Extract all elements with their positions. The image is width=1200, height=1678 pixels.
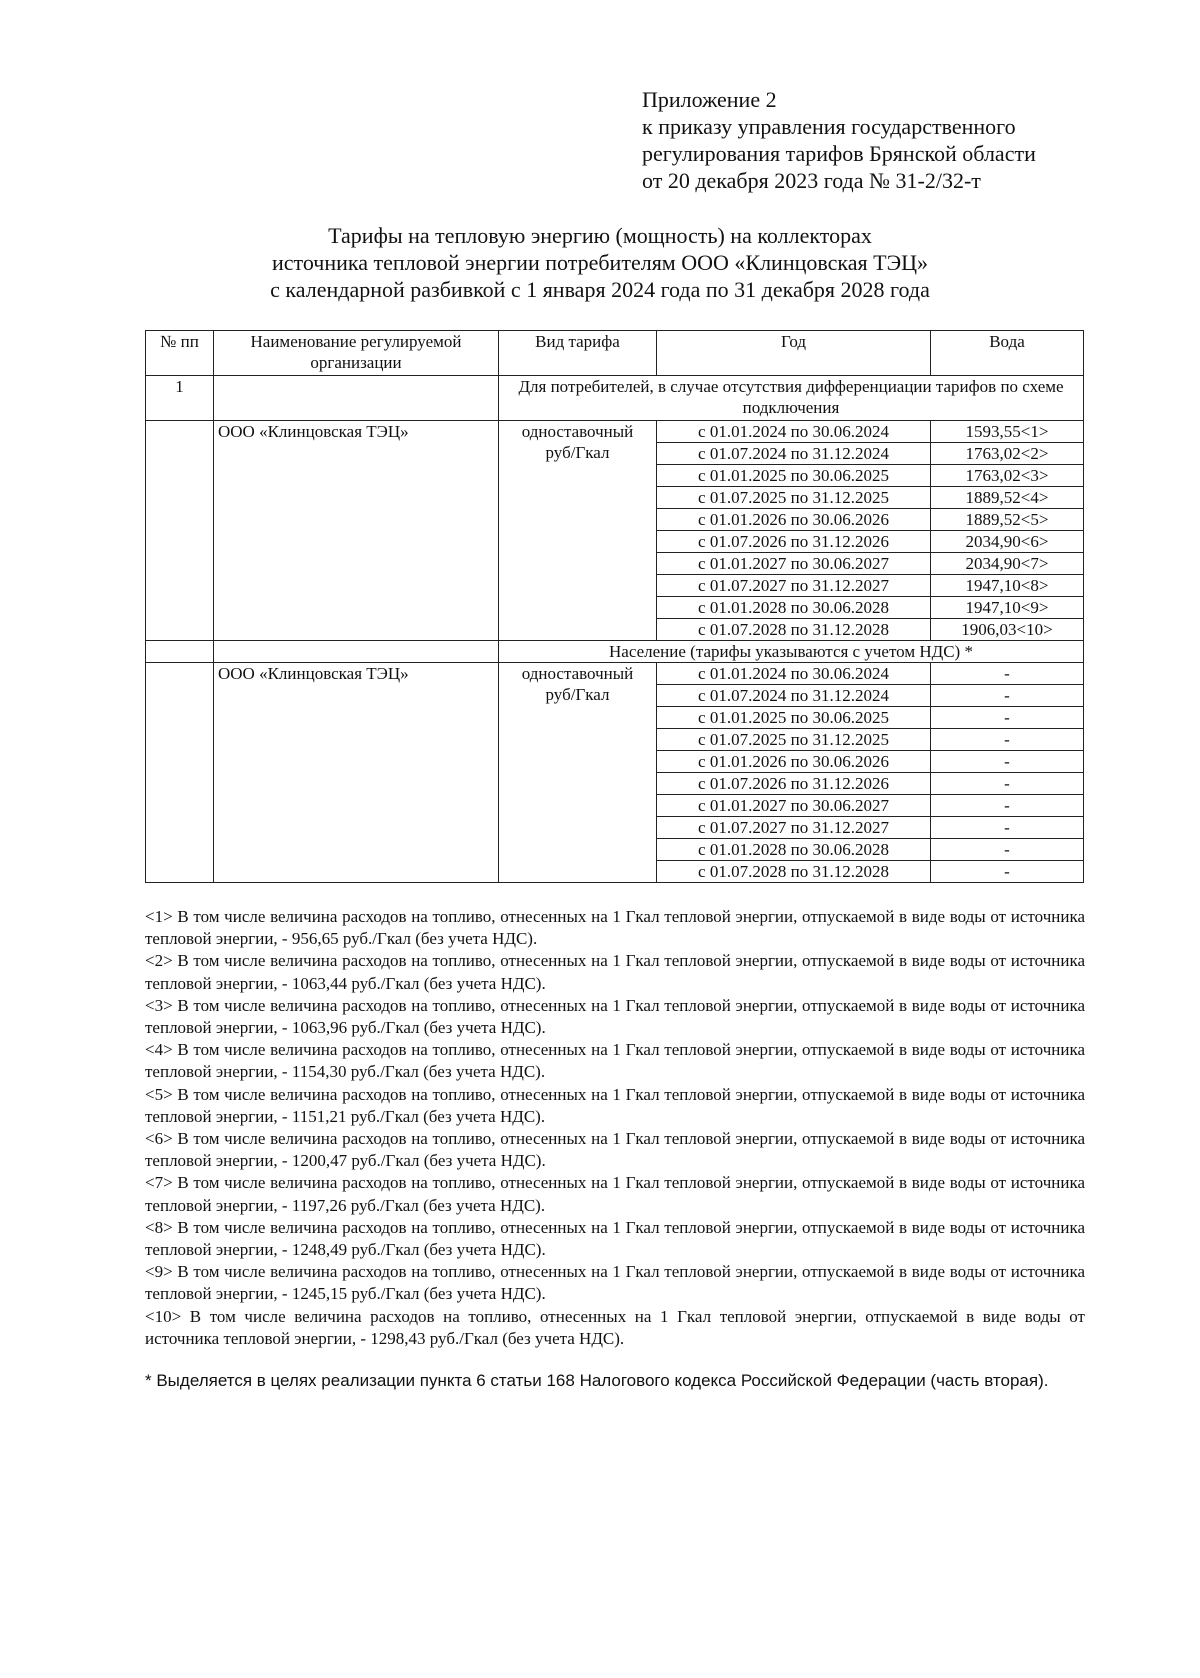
- appendix-line: Приложение 2: [642, 87, 777, 112]
- period-cell: с 01.01.2028 по 30.06.2028: [657, 839, 931, 861]
- footnote: <7> В том числе величина расходов на топливо, отнесенных на 1 Гкал тепловой энергии, отпускаемой в виде воды от источника тепловой энергии, - 1197,26 руб./Гкал (без учета НДС).: [145, 1173, 1085, 1215]
- water-value-cell: 1763,02<3>: [931, 465, 1084, 487]
- period-cell: с 01.01.2027 по 30.06.2027: [657, 795, 931, 817]
- period-cell: с 01.07.2025 по 31.12.2025: [657, 487, 931, 509]
- empty-cell: [146, 641, 214, 663]
- title-line: источника тепловой энергии потребителям ООО «Клинцовская ТЭЦ»: [272, 250, 928, 275]
- header-water: Вода: [931, 331, 1084, 376]
- footnote: <3> В том числе величина расходов на топливо, отнесенных на 1 Гкал тепловой энергии, отпускаемой в виде воды от источника тепловой энергии, - 1063,96 руб./Гкал (без учета НДС).: [145, 995, 1085, 1038]
- num-cell: [146, 663, 214, 883]
- water-value-cell: -: [931, 729, 1084, 751]
- empty-cell: [214, 641, 499, 663]
- table-body: [146, 376, 1084, 883]
- period-cell: с 01.01.2025 по 30.06.2025: [657, 707, 931, 729]
- section2-header-row: [146, 641, 1084, 663]
- num-cell: [146, 421, 214, 641]
- footnote: <1> В том числе величина расходов на топливо, отнесенных на 1 Гкал тепловой энергии, отпускаемой в виде воды от источника тепловой энергии, - 956,65 руб./Гкал (без учета НДС).: [145, 907, 1085, 949]
- appendix-header: [642, 86, 1036, 194]
- period-cell: с 01.07.2027 по 31.12.2027: [657, 575, 931, 597]
- header-org: Наименование регулируемой организации: [214, 331, 499, 376]
- tariff-type-cell: одноставочный руб/Гкал: [499, 663, 657, 883]
- period-cell: с 01.01.2025 по 30.06.2025: [657, 465, 931, 487]
- period-cell: с 01.01.2027 по 30.06.2027: [657, 553, 931, 575]
- period-cell: с 01.01.2028 по 30.06.2028: [657, 597, 931, 619]
- footnote: <4> В том числе величина расходов на топливо, отнесенных на 1 Гкал тепловой энергии, отпускаемой в виде воды от источника тепловой энергии, - 1154,30 руб./Гкал (без учета НДС).: [145, 1040, 1085, 1082]
- water-value-cell: 1947,10<8>: [931, 575, 1084, 597]
- header-year: Год: [657, 331, 931, 376]
- header-type: Вид тарифа: [499, 331, 657, 376]
- footnote: <5> В том числе величина расходов на топливо, отнесенных на 1 Гкал тепловой энергии, отпускаемой в виде воды от источника тепловой энергии, - 1151,21 руб./Гкал (без учета НДС).: [145, 1084, 1085, 1126]
- water-value-cell: -: [931, 839, 1084, 861]
- period-cell: с 01.07.2024 по 31.12.2024: [657, 685, 931, 707]
- water-value-cell: -: [931, 707, 1084, 729]
- period-cell: с 01.07.2026 по 31.12.2026: [657, 531, 931, 553]
- water-value-cell: -: [931, 773, 1084, 795]
- tariff-table: [145, 330, 1084, 883]
- period-cell: с 01.01.2024 по 30.06.2024: [657, 421, 931, 443]
- appendix-line: к приказу управления государственного: [642, 114, 1016, 139]
- footnote: <9> В том числе величина расходов на топливо, отнесенных на 1 Гкал тепловой энергии, отпускаемой в виде воды от источника тепловой энергии, - 1245,15 руб./Гкал (без учета НДС).: [145, 1262, 1085, 1304]
- period-cell: с 01.07.2027 по 31.12.2027: [657, 817, 931, 839]
- water-value-cell: -: [931, 751, 1084, 773]
- title-line: с календарной разбивкой с 1 января 2024 года по 31 декабря 2028 года: [270, 277, 930, 302]
- period-cell: с 01.01.2024 по 30.06.2024: [657, 663, 931, 685]
- header-num: № пп: [146, 331, 214, 376]
- tariff-type-cell: одноставочный руб/Гкал: [499, 421, 657, 641]
- period-cell: с 01.07.2026 по 31.12.2026: [657, 773, 931, 795]
- period-cell: с 01.01.2026 по 30.06.2026: [657, 509, 931, 531]
- water-value-cell: 1889,52<5>: [931, 509, 1084, 531]
- water-value-cell: 1763,02<2>: [931, 443, 1084, 465]
- empty-cell: [214, 376, 499, 421]
- water-value-cell: -: [931, 795, 1084, 817]
- section1-header-row: [146, 376, 1084, 421]
- row-number: 1: [146, 376, 214, 421]
- water-value-cell: -: [931, 685, 1084, 707]
- water-value-cell: 2034,90<6>: [931, 531, 1084, 553]
- title-line: Тарифы на тепловую энергию (мощность) на коллекторах: [328, 223, 872, 248]
- appendix-line: регулирования тарифов Брянской области: [642, 141, 1036, 166]
- table-header-row: [146, 331, 1084, 376]
- water-value-cell: 1889,52<4>: [931, 487, 1084, 509]
- org-name-cell: ООО «Клинцовская ТЭЦ»: [214, 663, 499, 883]
- table-row: [146, 421, 1084, 443]
- period-cell: с 01.07.2028 по 31.12.2028: [657, 619, 931, 641]
- water-value-cell: 2034,90<7>: [931, 553, 1084, 575]
- document-title: [140, 222, 1060, 303]
- water-value-cell: 1593,55<1>: [931, 421, 1084, 443]
- footnote: <10> В том числе величина расходов на топливо, отнесенных на 1 Гкал тепловой энергии, отпускаемой в виде воды от источника тепловой энергии, - 1298,43 руб./Гкал (без учета НДС).: [145, 1306, 1085, 1348]
- footnote: <6> В том числе величина расходов на топливо, отнесенных на 1 Гкал тепловой энергии, отпускаемой в виде воды от источника тепловой энергии, - 1200,47 руб./Гкал (без учета НДС).: [145, 1129, 1085, 1171]
- water-value-cell: -: [931, 663, 1084, 685]
- water-value-cell: 1906,03<10>: [931, 619, 1084, 641]
- section2-label: Население (тарифы указываются с учетом НДС) *: [499, 641, 1084, 663]
- water-value-cell: -: [931, 817, 1084, 839]
- water-value-cell: 1947,10<9>: [931, 597, 1084, 619]
- period-cell: с 01.07.2025 по 31.12.2025: [657, 729, 931, 751]
- star-note: * Выделяется в целях реализации пункта 6 статьи 168 Налогового кодекса Российской Федерации (часть вторая).: [145, 1371, 1049, 1390]
- org-name-cell: ООО «Клинцовская ТЭЦ»: [214, 421, 499, 641]
- footnote: <8> В том числе величина расходов на топливо, отнесенных на 1 Гкал тепловой энергии, отпускаемой в виде воды от источника тепловой энергии, - 1248,49 руб./Гкал (без учета НДС).: [145, 1217, 1085, 1260]
- period-cell: с 01.01.2026 по 30.06.2026: [657, 751, 931, 773]
- table-row: [146, 663, 1084, 685]
- footnote: <2> В том числе величина расходов на топливо, отнесенных на 1 Гкал тепловой энергии, отпускаемой в виде воды от источника тепловой энергии, - 1063,44 руб./Гкал (без учета НДС).: [145, 951, 1085, 993]
- period-cell: с 01.07.2024 по 31.12.2024: [657, 443, 931, 465]
- footnotes: [145, 906, 1085, 1350]
- water-value-cell: -: [931, 861, 1084, 883]
- section1-label: Для потребителей, в случае отсутствия дифференциации тарифов по схеме подключения: [499, 376, 1084, 421]
- period-cell: с 01.07.2028 по 31.12.2028: [657, 861, 931, 883]
- appendix-line: от 20 декабря 2023 года № 31-2/32-т: [642, 168, 981, 193]
